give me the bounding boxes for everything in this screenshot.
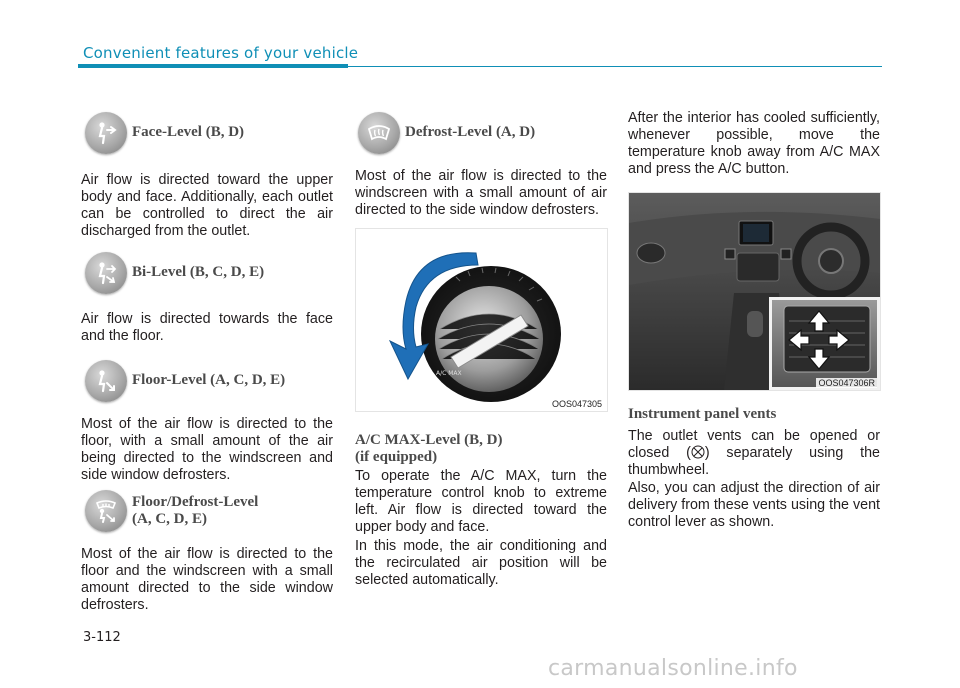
face-level-icon — [85, 112, 127, 154]
bi-level-icon — [85, 252, 127, 294]
vents-text-after: ) separately using the thumbwheel. — [628, 445, 880, 478]
mode-label-line2: (A, C, D, E) — [132, 511, 207, 527]
ac-max-knob-figure — [355, 228, 608, 412]
figure-code: OOS047305 — [551, 399, 602, 409]
vents-paragraph — [628, 428, 880, 479]
floor-defrost-level-icon — [85, 490, 127, 532]
section-title: Convenient features of your vehicle — [83, 44, 359, 62]
vents-heading: Instrument panel vents — [628, 406, 777, 422]
mode-floor-level — [81, 360, 333, 402]
floor-level-icon — [85, 360, 127, 402]
mode-description: Most of the air flow is directed to the floor, with a small amount of the air being directed to the windscreen and side window defrosters. — [81, 416, 333, 483]
mode-label: Defrost-Level (A, D) — [405, 124, 536, 140]
vents-paragraph: Also, you can adjust the direction of air delivery from these vents using the vent control lever as shown. — [628, 480, 880, 530]
mode-description: Air flow is directed towards the face and the floor. — [81, 311, 333, 344]
vents-text-before: The outlet vents can be opened or closed ( — [628, 428, 880, 461]
mode-floor-defrost-level — [81, 490, 333, 532]
mode-description: Air flow is directed toward the upper body and face. Additionally, each outlet can be controlled to direct the air discharged from the outlet. — [81, 172, 333, 239]
knob-label: A/C MAX — [436, 370, 462, 377]
defrost-level-icon — [358, 112, 400, 154]
mode-label-line1: Floor/Defrost-Level — [132, 494, 259, 510]
ac-max-paragraph: In this mode, the air conditioning and the recirculated air position will be selected automatically. — [355, 538, 607, 588]
mode-label — [132, 494, 258, 528]
mode-label: Floor-Level (A, C, D, E) — [132, 372, 286, 388]
mode-description: Most of the air flow is directed to the windscreen with a small amount of air directed to the side window defrosters. — [355, 168, 607, 218]
ac-max-paragraph: To operate the A/C MAX, turn the temperature control knob to extreme left. Air flow is directed toward the upper body and face. — [355, 468, 607, 535]
closed-symbol-icon — [691, 445, 705, 459]
dashboard-illustration — [629, 193, 880, 390]
cooled-paragraph: After the interior has cooled sufficiently, whenever possible, move the temperature knob away from A/C MAX and press the A/C button. — [628, 110, 880, 177]
mode-label: Face-Level (B, D) — [132, 124, 245, 140]
mode-label: Bi-Level (B, C, D, E) — [132, 264, 265, 280]
ac-max-heading-line2: (if equipped) — [355, 449, 438, 465]
ac-max-heading-line1: A/C MAX-Level (B, D) — [355, 432, 503, 448]
page-number: 3-112 — [83, 630, 121, 645]
mode-bi-level — [81, 252, 333, 294]
mode-defrost-level — [354, 112, 606, 154]
mode-description: Most of the air flow is directed to the floor and the windscreen with a small amount directed to the side window defrosters. — [81, 546, 333, 613]
ac-max-knob-illustration — [356, 229, 607, 411]
header-rule — [78, 64, 348, 68]
ac-max-heading — [355, 432, 502, 466]
dashboard-vents-figure — [628, 192, 881, 391]
mode-face-level — [81, 112, 333, 154]
figure-code: OOS047306R — [818, 378, 875, 388]
watermark: carmanualsonline.info — [548, 656, 798, 681]
header-rule-thin — [348, 66, 882, 67]
